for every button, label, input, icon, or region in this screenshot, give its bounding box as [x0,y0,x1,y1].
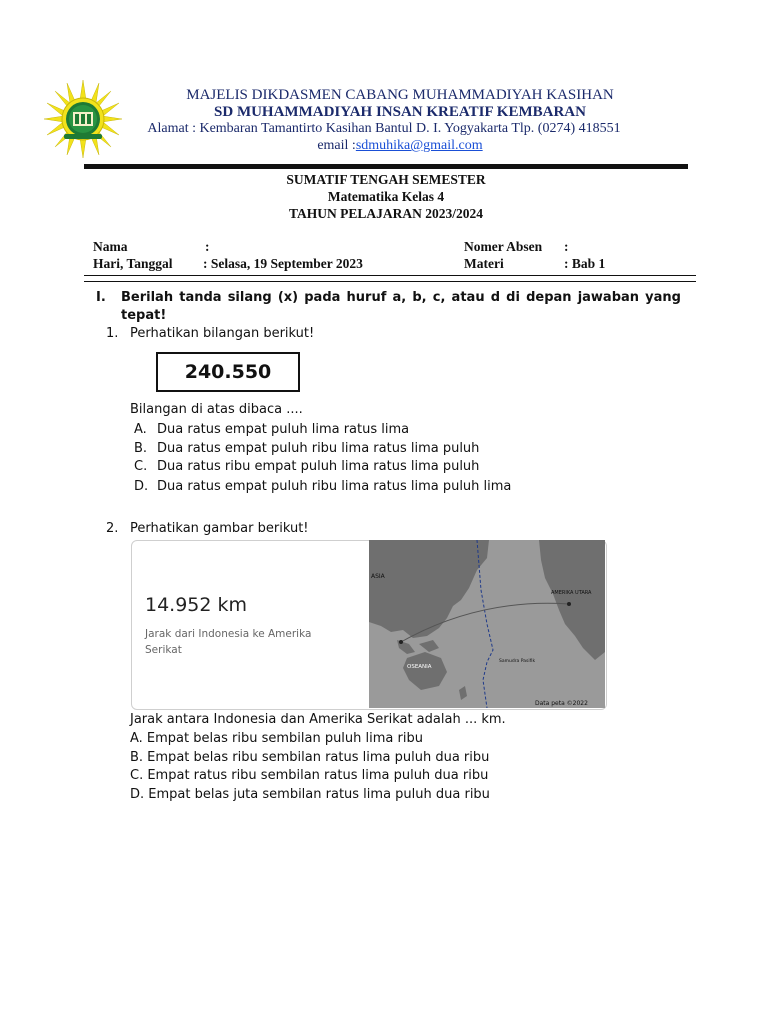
school-name: SD MUHAMMADIYAH INSAN KREATIF KEMBARAN [214,104,586,120]
exam-year: TAHUN PELAJARAN 2023/2024 [288,206,483,221]
q1-option-d[interactable]: Dua ratus empat puluh ribu lima ratus lima puluh lima [157,479,512,494]
q1-option-d-letter: D. [134,479,149,494]
q2-option-d[interactable]: D. Empat belas juta sembilan ratus lima puluh dua ribu [130,787,490,802]
materi-value: : Bab 1 [564,256,606,271]
q1-option-c[interactable]: Dua ratus ribu empat puluh lima ratus lima puluh [157,459,480,474]
info-divider-top [84,275,696,276]
q2-option-c[interactable]: C. Empat ratus ribu sembilan ratus lima puluh dua ribu [130,768,489,783]
q1-number: 1. [106,326,119,341]
map-credit: Data peta ©2022 [535,700,588,707]
exam-title: SUMATIF TENGAH SEMESTER [286,172,486,187]
map-label-america: AMERIKA UTARA [551,590,592,596]
school-address: Alamat : Kembaran Tamantirto Kasihan Bantul D. I. Yogyakarta Tlp. (0274) 418551 [147,121,621,136]
q1-option-a[interactable]: Dua ratus empat puluh lima ratus lima [157,422,410,437]
materi-label: Materi [464,256,504,271]
q1-option-c-letter: C. [134,459,148,474]
info-divider-bottom [84,281,696,282]
q1-stem: Bilangan di atas dibaca .... [130,402,303,417]
letterhead-divider [84,164,688,169]
map-label-pacific: Samudra Pasifik [499,659,536,664]
school-email-line [250,138,550,154]
distance-value: 14.952 km [145,594,248,616]
email-label: email : [317,138,356,153]
organization-name: MAJELIS DIKDASMEN CABANG MUHAMMADIYAH KASIHAN [186,87,614,103]
section-number: I. [96,290,106,305]
q1-prompt: Perhatikan bilangan berikut! [130,326,315,341]
distance-description: Jarak dari Indonesia ke Amerika Serikat [145,628,312,656]
absen-field[interactable]: : [564,239,569,254]
q2-stem: Jarak antara Indonesia dan Amerika Serikat adalah ... km. [130,712,506,727]
q1-option-b[interactable]: Dua ratus empat puluh ribu lima ratus lima puluh [157,441,480,456]
date-label: Hari, Tanggal [93,256,173,271]
exam-subject: Matematika Kelas 4 [327,189,445,204]
q1-option-b-letter: B. [134,441,148,456]
date-value: : Selasa, 19 September 2023 [203,256,363,271]
world-map-image [369,540,605,708]
q2-option-b[interactable]: B. Empat belas ribu sembilan ratus lima puluh dua ribu [130,750,490,765]
q1-number-box: 240.550 [156,352,300,392]
q2-prompt: Perhatikan gambar berikut! [130,521,309,536]
name-label: Nama [93,239,128,254]
map-label-asia: ASIA [371,573,385,580]
absen-label: Nomer Absen [464,239,543,254]
section-instruction: Berilah tanda silang (x) pada huruf a, b, c, atau d di depan jawaban yang tepat! [121,290,681,323]
name-field[interactable]: : [205,239,210,254]
map-label-oceania: OSEANIA [407,664,432,670]
q2-number: 2. [106,521,119,536]
q2-option-a[interactable]: A. Empat belas ribu sembilan puluh lima ribu [130,731,423,746]
school-logo [42,78,124,160]
q1-option-a-letter: A. [134,422,147,437]
email-link[interactable]: sdmuhika@gmail.com [355,138,483,153]
